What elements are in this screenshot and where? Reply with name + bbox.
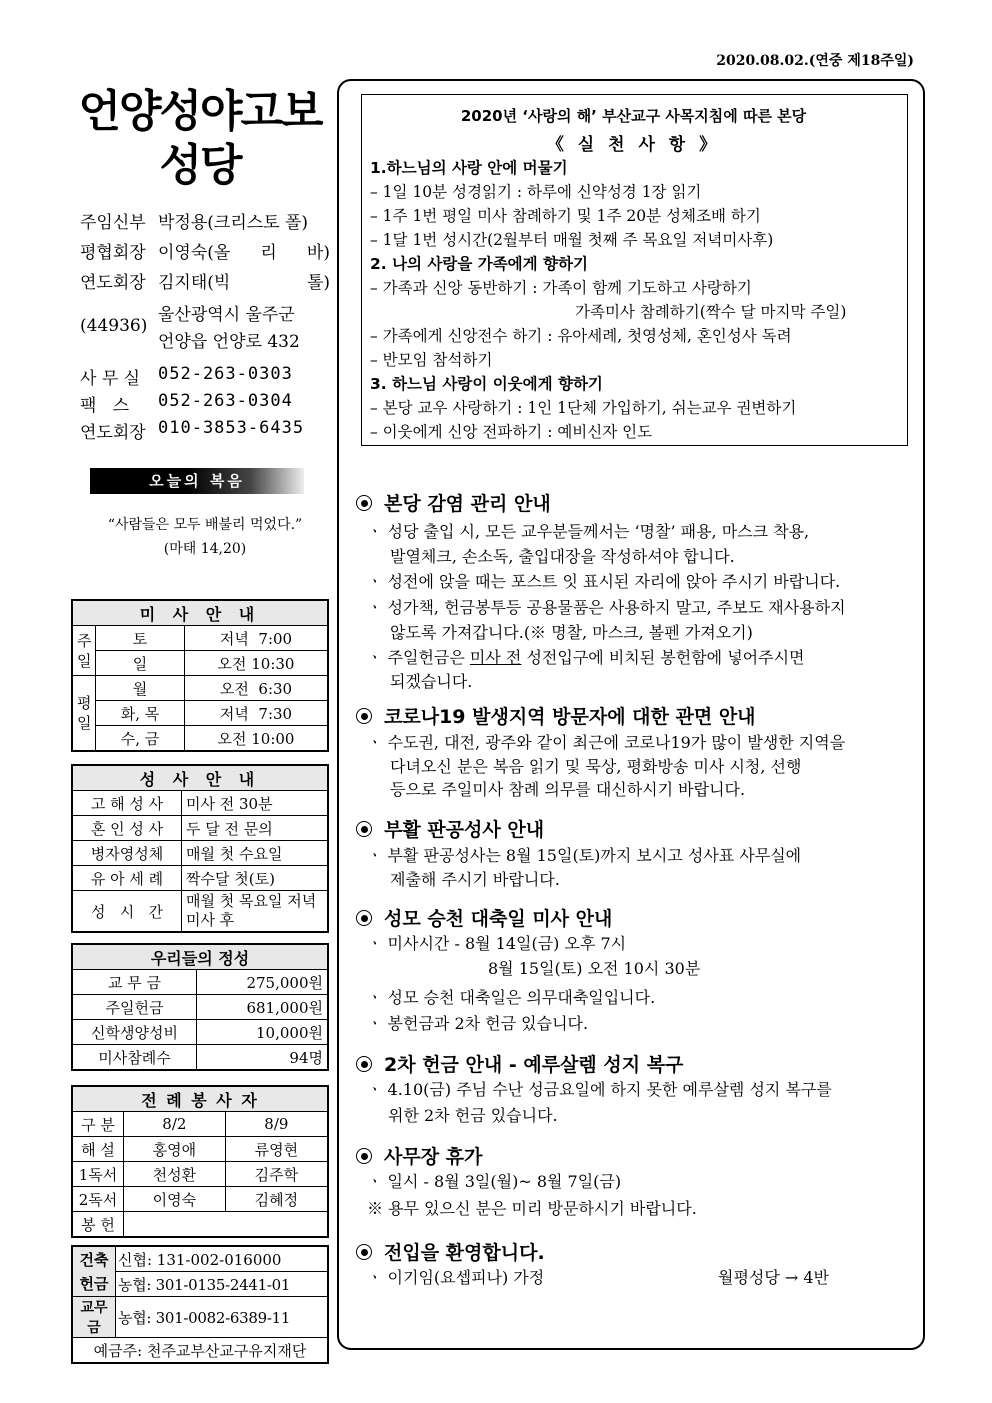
offering-amount: 275,000원 (197, 970, 329, 995)
sacrament-name: 고 해 성 사 (72, 791, 182, 816)
servers-person: 홍영애 (124, 1137, 226, 1162)
mission-name-b: 톨) (306, 273, 330, 293)
bullet-icon (356, 495, 372, 511)
servers-date: 8/9 (225, 1112, 328, 1137)
phone-number: 010-3853-6435 (158, 418, 305, 438)
pastor-row (80, 208, 330, 233)
address-line1: 울산광역시 울주군 (158, 305, 295, 325)
principle-item: – 본당 교우 사랑하기 : 1인 1단체 가입하기, 쉬는교우 권변하기 (370, 399, 797, 417)
dues-account: 농협: 301-0082-6389-11 (116, 1297, 329, 1338)
account-holder: 예금주: 천주교부산교구유지재단 (72, 1338, 328, 1364)
build-label-2: 헌금 (79, 1274, 109, 1293)
sacrament-name: 혼 인 성 사 (72, 816, 182, 841)
gospel-quote: “사람들은 모두 배불리 먹었다.” (107, 517, 303, 533)
build-account-1: 신협: 131-002-016000 (116, 1246, 329, 1272)
section-title-text: 2차 헌금 안내 - 예루살렘 성지 복구 (384, 1054, 684, 1076)
section-text: ㆍ 미사시간 - 8월 14일(금) 오후 7시 (367, 934, 627, 953)
bullet-icon (356, 708, 372, 724)
bullet-icon (356, 910, 372, 926)
principle-item: 가족미사 참례하기(짝수 달 마지막 주일) (575, 303, 847, 321)
office-phone: 052-263-0303 (158, 364, 293, 384)
servers-person: 김주학 (225, 1162, 328, 1187)
fax-row (80, 391, 330, 416)
bullet-icon (356, 1148, 372, 1164)
section-text: 등으로 주일미사 참례 의무를 대신하시기 바랍니다. (390, 780, 746, 799)
section-text: ㆍ 봉헌금과 2차 헌금 있습니다. (367, 1014, 589, 1033)
mass-time: 오전 10:00 (185, 726, 329, 752)
issue-date: 2020.08.02.(연중 제18주일) (716, 53, 914, 69)
office-label: 사 무 실 (80, 369, 141, 389)
gospel-quote-block (80, 513, 330, 561)
sacrament-name: 병자영성체 (72, 841, 182, 866)
section-text: ㆍ 수도권, 대전, 광주와 같이 최근에 코로나19가 많이 발생한 지역을 (367, 733, 846, 752)
postcode: (44936) (80, 316, 148, 336)
bullet-icon (356, 1056, 372, 1072)
mass-time: 저녁 7:30 (185, 701, 329, 726)
section-text: ㆍ 성당 출입 시, 모든 교우분들께서는 ‘명찰’ 패용, 마스크 착용, (367, 522, 810, 541)
mass-time: 오전 6:30 (185, 676, 329, 701)
mass-day: 화, 목 (96, 701, 185, 726)
principle-item: – 1주 1번 평일 미사 참례하기 및 1주 20분 성체조배 하기 (370, 207, 761, 225)
build-account-2: 농협: 301-0135-2441-01 (116, 1272, 329, 1297)
section-title-text: 본당 감염 관리 안내 (384, 493, 551, 515)
section-title-text: 부활 판공성사 안내 (384, 819, 545, 841)
offering-amount: 94명 (197, 1045, 329, 1071)
section-text: ㆍ 성가책, 헌금봉투등 공용물품은 사용하지 말고, 주보도 재사용하지 (367, 598, 846, 617)
section-covid-title (356, 702, 756, 729)
offering-table (71, 943, 329, 1071)
offering-label: 교 무 금 (72, 970, 197, 995)
servers-person: 이영숙 (124, 1187, 226, 1212)
section-title-text: 전입을 환영합니다. (384, 1242, 545, 1264)
sacrament-info: 짝수달 첫(토) (182, 866, 329, 891)
mass-day: 일 (96, 651, 185, 676)
council-row (80, 238, 330, 263)
servers-person: 김혜정 (225, 1187, 328, 1212)
section-assumption-title (356, 904, 612, 931)
dues-label: 교무금 (72, 1297, 116, 1338)
offering-title: 우리들의 정성 (72, 944, 328, 970)
mass-day: 월 (96, 676, 185, 701)
church-name (75, 85, 325, 193)
sacrament-info: 매월 첫 목요일 저녁미사 후 (182, 891, 329, 933)
section-text: 되겠습니다. (390, 672, 473, 691)
offering-label: 신학생양성비 (72, 1020, 197, 1045)
section-text: 않도록 가져갑니다.(※ 명찰, 마스크, 볼펜 가져오기) (390, 623, 753, 642)
council-label: 평협회장 (80, 243, 146, 263)
principle-item: – 이웃에게 신앙 전파하기 : 예비신자 인도 (370, 423, 653, 441)
sacrament-name: 성 시 간 (72, 891, 182, 933)
offering-label: 미사참례수 (72, 1045, 197, 1071)
principles-subtitle: 《 실 천 사 항 》 (546, 135, 721, 155)
principles-title: 2020년 ‘사랑의 해’ 부산교구 사목지침에 따른 본당 (460, 107, 807, 125)
section-text: ㆍ 4.10(금) 주님 수난 성금요일에 하지 못한 예루살렘 성지 복구를 (367, 1080, 832, 1099)
gospel-ref: (마태 14,20) (163, 541, 247, 557)
pastor-name: 박정용(크리스토 폴) (158, 213, 309, 233)
phone-label: 연도회장 (80, 423, 146, 443)
sacrament-info: 두 달 전 문의 (182, 816, 329, 841)
section-confession-title (356, 815, 544, 842)
council-name-c: 바) (306, 243, 330, 263)
servers-role: 2독서 (72, 1187, 124, 1212)
address (158, 302, 330, 356)
section-welcome-title (356, 1238, 545, 1265)
mass-day: 토 (96, 626, 185, 651)
principle-item: – 가족에게 신앙전수 하기 : 유아세례, 첫영성체, 혼인성사 독려 (370, 327, 792, 345)
text-part: ㆍ 주일헌금은 (367, 648, 470, 667)
section-text (367, 646, 805, 670)
section-text: 월평성당 → 4반 (718, 1268, 830, 1287)
accounts-table (71, 1245, 329, 1364)
principle-item: – 가족과 신앙 동반하기 : 가족이 함께 기도하고 사랑하기 (370, 279, 752, 297)
section-text: 8월 15일(토) 오전 10시 30분 (488, 959, 701, 978)
sacrament-info: 매월 첫 수요일 (182, 841, 329, 866)
mass-day: 수, 금 (96, 726, 185, 752)
pastor-label: 주임신부 (80, 213, 146, 233)
church-name-line1: 언양성야고보 (78, 86, 322, 137)
servers-title: 전 례 봉 사 자 (72, 1086, 328, 1112)
section-text: ㆍ 부활 판공성사는 8월 15일(토)까지 보시고 성사표 사무실에 (367, 846, 802, 865)
section-title-text: 사무장 휴가 (384, 1146, 483, 1168)
mission-name-a: 김지태(빅 (158, 273, 231, 293)
mission-label: 연도회장 (80, 273, 146, 293)
build-label (72, 1246, 116, 1297)
servers-col-label: 구 분 (72, 1112, 124, 1137)
council-name (158, 238, 330, 263)
principle-item: – 1달 1번 성시간(2월부터 매월 첫째 주 목요일 저녁미사후) (370, 231, 774, 249)
section-text: 위한 2차 헌금 있습니다. (388, 1106, 558, 1125)
weekday-label: 평일 (72, 676, 96, 752)
mass-time: 오전 10:30 (185, 651, 329, 676)
underlined-text: 미사 전 (469, 648, 522, 667)
mass-title: 미 사 안 내 (72, 600, 328, 626)
section-text: 제출해 주시기 바랍니다. (390, 870, 560, 889)
sacrament-name: 유 아 세 례 (72, 866, 182, 891)
mass-time: 저녁 7:00 (185, 626, 329, 651)
office-row (80, 364, 330, 389)
sacrament-title: 성 사 안 내 (72, 765, 328, 791)
mass-table (71, 599, 329, 752)
fax-number: 052-263-0304 (158, 391, 293, 411)
servers-table (71, 1085, 329, 1238)
build-label-1: 건축 (79, 1250, 109, 1269)
bullet-icon (356, 821, 372, 837)
section-text: ㆍ 이기임(요셉피나) 가정 (367, 1268, 545, 1287)
section-vacation-title (356, 1142, 482, 1169)
servers-role: 해 설 (72, 1137, 124, 1162)
address-row (80, 302, 330, 356)
address-line2: 언양읍 언양로 432 (158, 332, 300, 352)
fax-label: 팩 스 (80, 396, 130, 416)
principle-item: – 1일 10분 성경읽기 : 하루에 신약성경 1장 읽기 (370, 183, 702, 201)
council-name-b: 리 (260, 243, 277, 263)
council-name-a: 이영숙(올 (158, 243, 231, 263)
sacrament-table (71, 764, 329, 933)
section-text: ※ 용무 있으신 분은 미리 방문하시기 바랍니다. (367, 1199, 697, 1218)
section-title-text: 코로나19 발생지역 방문자에 대한 관면 안내 (384, 706, 756, 728)
principle-heading: 2. 나의 사랑을 가족에게 향하기 (370, 255, 588, 273)
section-second-collection-title (356, 1050, 683, 1077)
servers-role: 봉 헌 (72, 1212, 124, 1238)
servers-date: 8/2 (124, 1112, 226, 1137)
mission-name (158, 268, 330, 293)
section-text: ㆍ 성전에 앉을 때는 포스트 잇 표시된 자리에 앉아 주시기 바랍니다. (367, 572, 841, 591)
section-infection-title (356, 489, 551, 516)
sunday-label: 주일 (72, 626, 96, 676)
section-title-text: 성모 승천 대축일 미사 안내 (384, 908, 613, 930)
section-text: ㆍ 성모 승천 대축일은 의무대축일입니다. (367, 988, 656, 1007)
servers-role: 1독서 (72, 1162, 124, 1187)
sacrament-info: 미사 전 30분 (182, 791, 329, 816)
text-part: 성전입구에 비치된 봉헌함에 넣어주시면 (521, 648, 805, 667)
servers-person: 천성환 (124, 1162, 226, 1187)
section-text: ㆍ 일시 - 8월 3일(월)~ 8월 7일(금) (367, 1172, 622, 1191)
principle-heading: 3. 하느님 사랑이 이웃에게 향하기 (370, 375, 603, 393)
phone-row (80, 418, 330, 443)
offering-amount: 10,000원 (197, 1020, 329, 1045)
principle-item: – 반모임 참석하기 (370, 351, 493, 369)
section-text: 다녀오신 분은 복음 읽기 및 묵상, 평화방송 미사 시청, 선행 (390, 757, 802, 776)
bullet-icon (356, 1244, 372, 1260)
servers-person (124, 1212, 329, 1238)
servers-person: 류영현 (225, 1137, 328, 1162)
offering-label: 주일헌금 (72, 995, 197, 1020)
church-name-line2: 성당 (159, 140, 241, 191)
section-text: 발열체크, 손소독, 출입대장을 작성하셔야 합니다. (390, 547, 735, 566)
principle-heading: 1.하느님의 사랑 안에 머물기 (370, 159, 568, 177)
mission-row (80, 268, 330, 293)
offering-amount: 681,000원 (197, 995, 329, 1020)
gospel-title: 오늘의 복음 (90, 468, 304, 494)
